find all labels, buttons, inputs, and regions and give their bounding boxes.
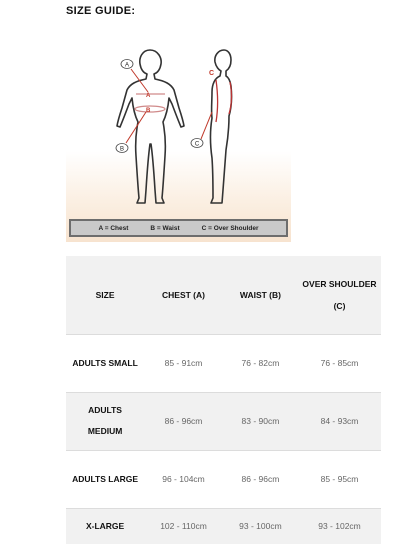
size-table bbox=[66, 256, 381, 544]
table-row bbox=[66, 334, 381, 392]
header-over-shoulder: OVER SHOULDER (C) bbox=[302, 278, 377, 311]
size-name: ADULTS SMALL bbox=[72, 357, 138, 368]
body-measurement-diagram bbox=[66, 40, 291, 220]
table-row bbox=[66, 450, 381, 508]
chest-value: 85 - 91cm bbox=[164, 358, 203, 368]
front-body-figure bbox=[117, 50, 184, 203]
waist-value: 83 - 90cm bbox=[241, 416, 280, 426]
marker-b bbox=[116, 112, 146, 153]
header-size: SIZE bbox=[95, 289, 115, 300]
label-c: C bbox=[209, 70, 215, 77]
marker-a bbox=[121, 60, 148, 93]
label-a: A bbox=[146, 93, 151, 99]
size-guide-figure bbox=[66, 40, 291, 242]
size-name: X-LARGE bbox=[85, 520, 125, 531]
svg-text:A: A bbox=[124, 62, 130, 69]
legend-chest: A = Chest bbox=[98, 224, 129, 232]
shoulder-value: 85 - 95cm bbox=[320, 474, 359, 484]
shoulder-value: 84 - 93cm bbox=[320, 416, 359, 426]
svg-text:B: B bbox=[119, 146, 125, 153]
table-row bbox=[66, 392, 381, 450]
chest-value: 96 - 104cm bbox=[162, 474, 205, 484]
table-header-row bbox=[66, 256, 381, 334]
chest-value: 102 - 110cm bbox=[160, 521, 207, 532]
shoulder-value: 93 - 102cm bbox=[318, 521, 361, 532]
table-row bbox=[66, 508, 381, 544]
size-name: ADULTS LARGE bbox=[72, 473, 139, 484]
measurement-legend bbox=[69, 219, 288, 237]
size-name: ADULTS MEDIUM bbox=[87, 405, 123, 436]
shoulder-value: 76 - 85cm bbox=[320, 358, 359, 368]
waist-value: 76 - 82cm bbox=[241, 358, 280, 368]
legend-waist: B = Waist bbox=[150, 224, 180, 232]
chest-value: 86 - 96cm bbox=[164, 416, 203, 426]
header-waist: WAIST (B) bbox=[239, 289, 281, 300]
page-title: SIZE GUIDE: bbox=[66, 5, 136, 17]
legend-over-shoulder: C = Over Shoulder bbox=[201, 224, 259, 232]
waist-value: 86 - 96cm bbox=[241, 474, 280, 484]
header-chest: CHEST (A) bbox=[162, 289, 205, 300]
marker-c bbox=[191, 112, 212, 148]
label-b: B bbox=[146, 108, 151, 114]
svg-text:C: C bbox=[194, 141, 200, 148]
waist-value: 93 - 100cm bbox=[239, 521, 282, 532]
